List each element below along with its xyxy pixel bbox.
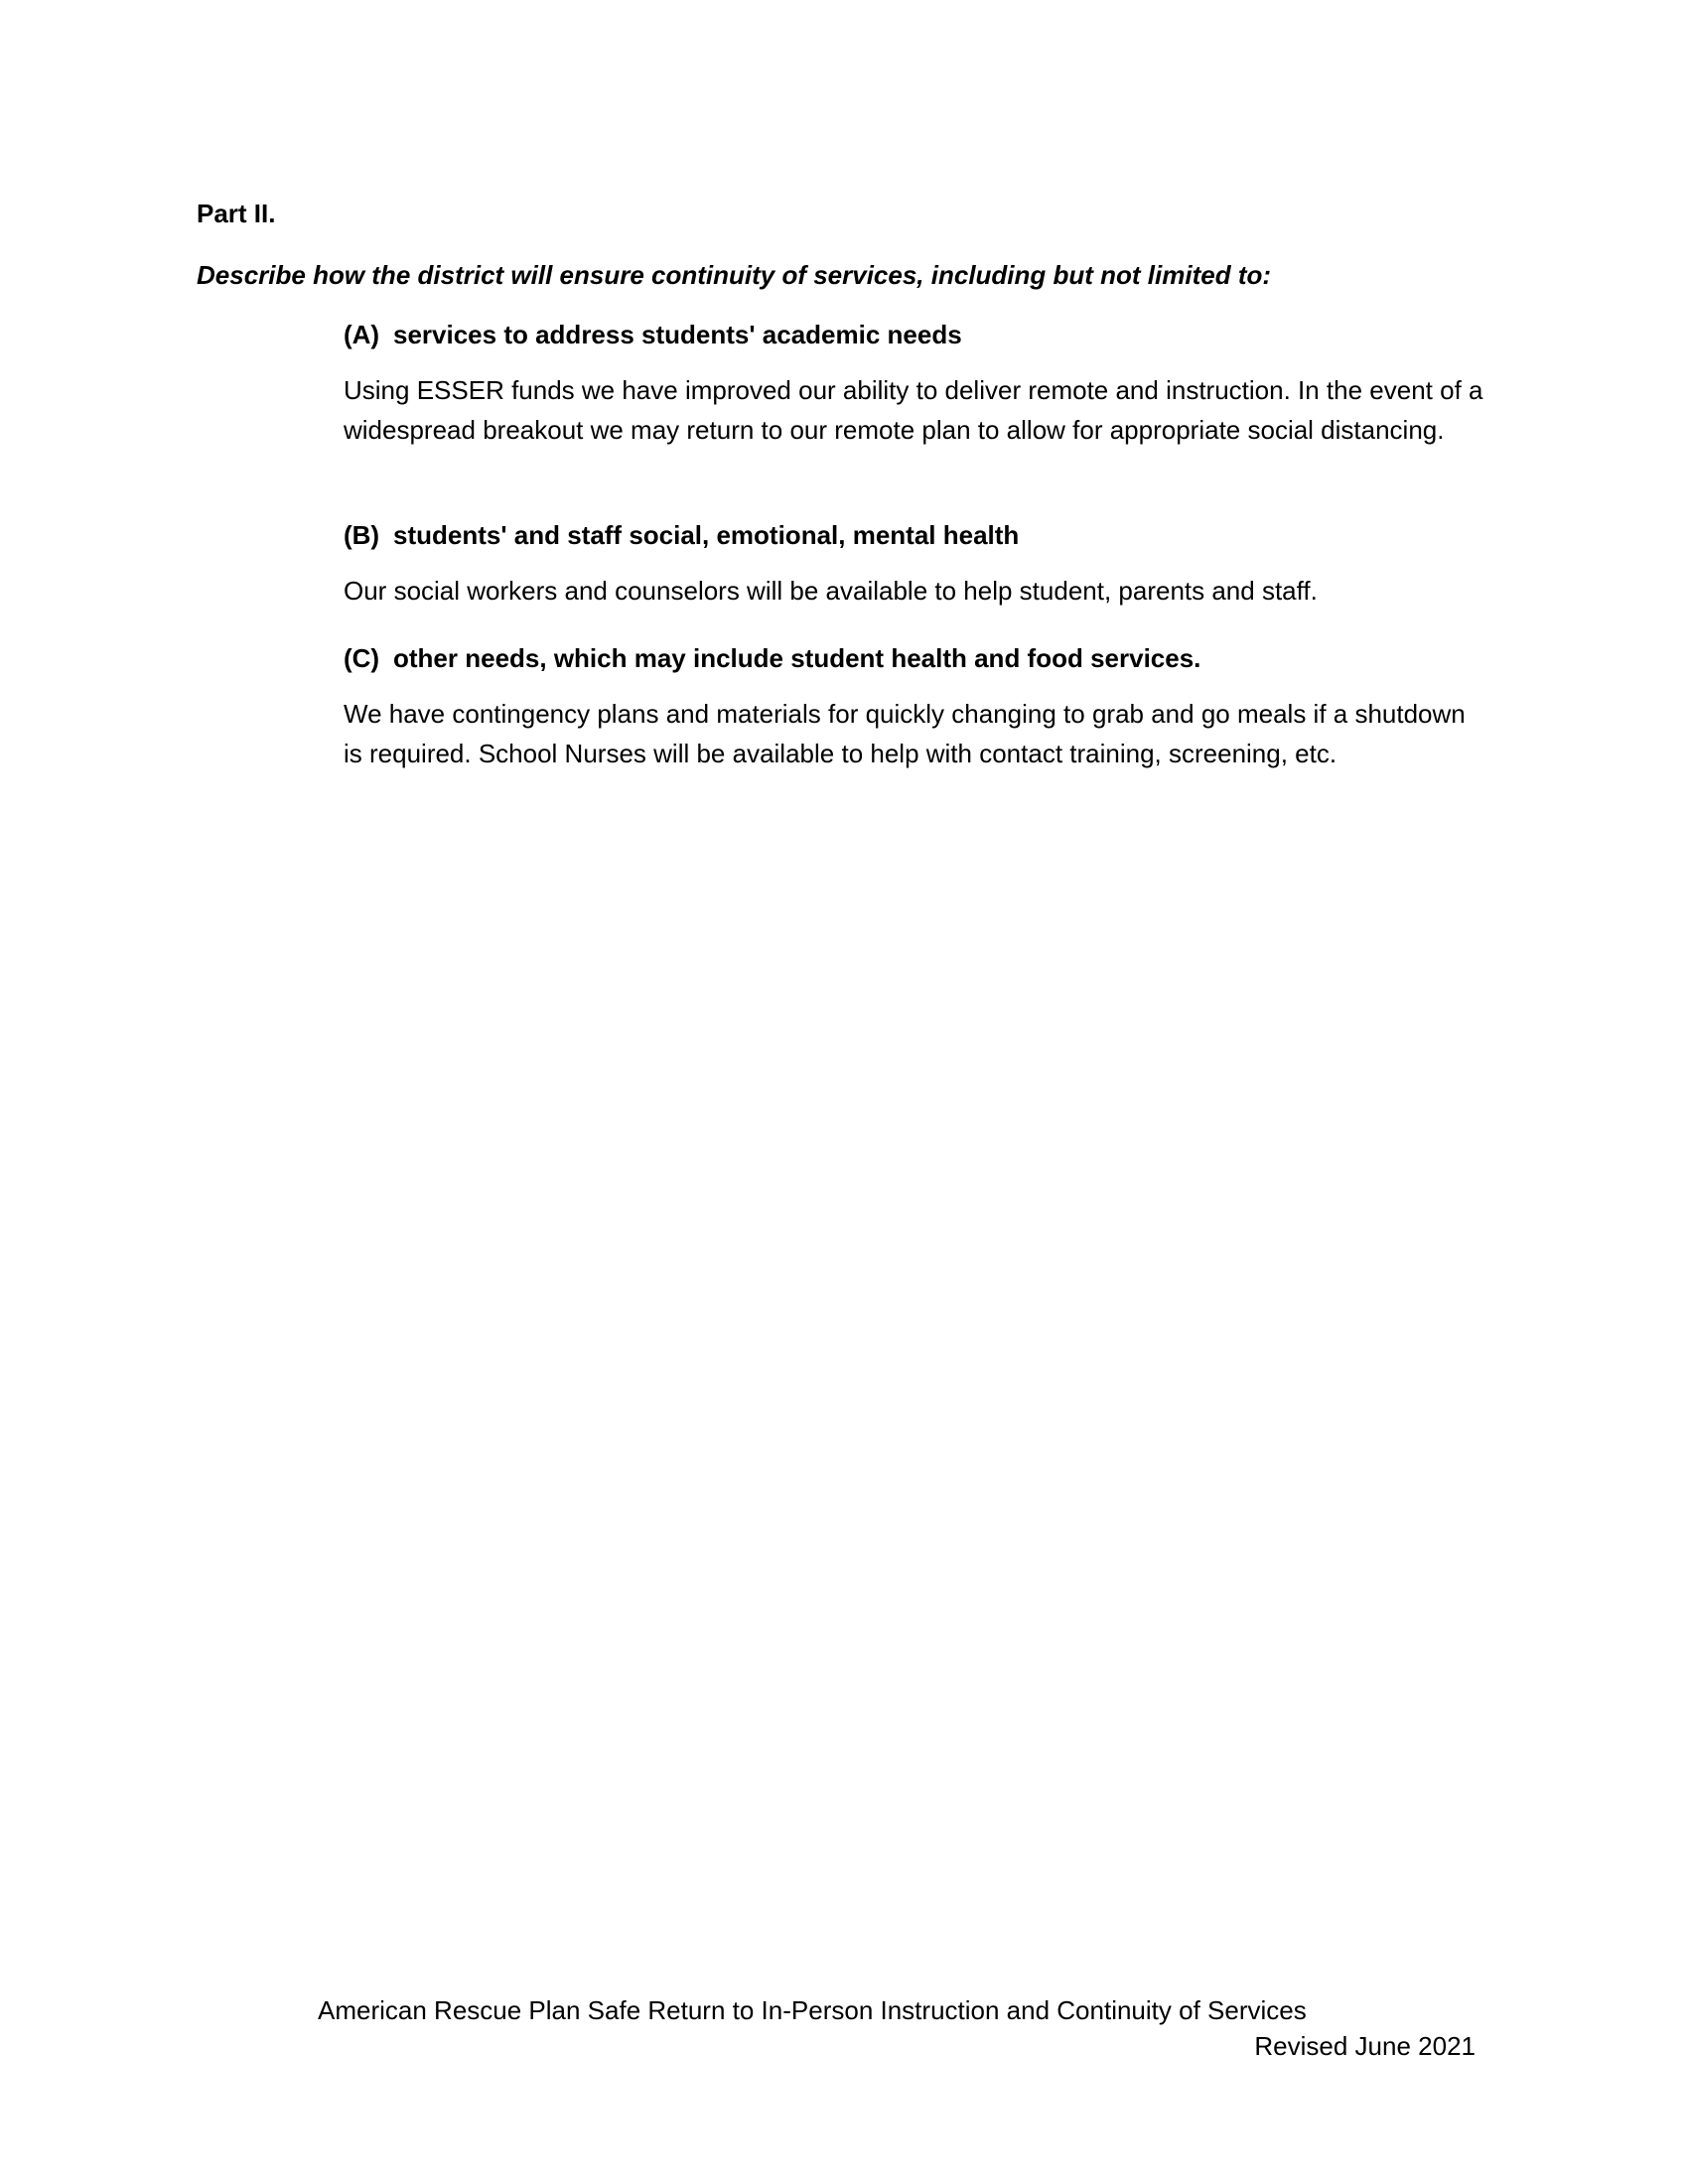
section-a-body: Using ESSER funds we have improved our ability to deliver remote and instruction. In the event of a widespread breakout we may return to our remote plan to allow for appropriate social distancing.	[344, 375, 1483, 445]
section-b-letter: (B)	[344, 520, 380, 550]
section-b-title: students' and staff social, emotional, mental health	[393, 520, 1020, 550]
section-a-letter: (A)	[344, 320, 380, 349]
section-c-heading	[344, 643, 1485, 674]
section-a-heading	[344, 320, 1485, 350]
part-heading: Part II.	[197, 199, 276, 228]
section-prompt: Describe how the district will ensure continuity of services, including but not limited to:	[197, 260, 1272, 290]
section-c-body: We have contingency plans and materials for quickly changing to grab and go meals if a shutdown is required. School Nurses will be available to help with contact training, screening, etc.	[344, 699, 1466, 768]
footer-revised: Revised June 2021	[1254, 2031, 1476, 2061]
section-c	[344, 643, 1485, 773]
section-b	[344, 520, 1485, 611]
section-c-letter: (C)	[344, 643, 380, 673]
section-a	[344, 320, 1485, 450]
section-b-body: Our social workers and counselors will be available to help student, parents and staff.	[344, 576, 1318, 606]
section-c-title: other needs, which may include student health and food services.	[393, 643, 1201, 673]
section-b-heading	[344, 520, 1485, 551]
section-a-title: services to address students' academic needs	[393, 320, 962, 349]
footer-title: American Rescue Plan Safe Return to In-Person Instruction and Continuity of Services	[318, 1995, 1307, 2025]
